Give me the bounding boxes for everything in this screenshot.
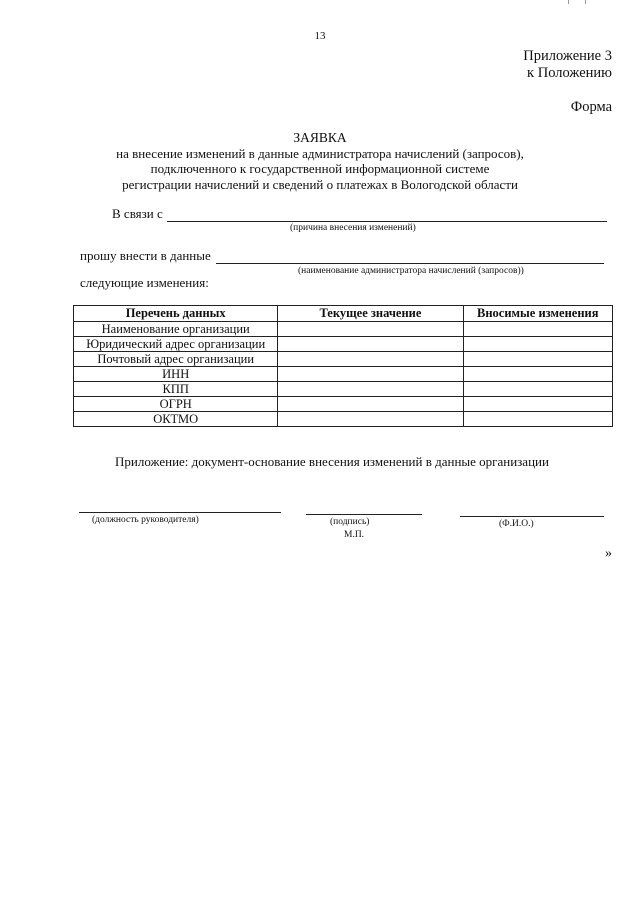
changes-table (73, 305, 613, 427)
table-row (74, 322, 613, 337)
signature-hint: (подпись) (330, 517, 370, 527)
stamp-label: М.П. (344, 530, 365, 540)
current-value-cell[interactable] (278, 412, 463, 427)
current-value-cell[interactable] (278, 397, 463, 412)
row-label: Наименование организации (74, 322, 278, 337)
table-row (74, 367, 613, 382)
attachment-note: Приложение: документ-основание внесения изменений в данные организации (115, 454, 549, 469)
reason-label: В связи с (112, 206, 163, 221)
current-value-cell[interactable] (278, 367, 463, 382)
position-hint: (должность руководителя) (92, 515, 199, 525)
name-hint: (Ф.И.О.) (499, 519, 534, 529)
new-value-cell[interactable] (463, 367, 613, 382)
new-value-cell[interactable] (463, 382, 613, 397)
current-value-cell[interactable] (278, 337, 463, 352)
reason-line[interactable] (167, 221, 607, 222)
row-label: ОГРН (74, 397, 278, 412)
new-value-cell[interactable] (463, 397, 613, 412)
row-label: КПП (74, 382, 278, 397)
page-number: 13 (314, 30, 326, 42)
name-line[interactable] (460, 516, 604, 517)
title-heading: ЗАЯВКА (293, 130, 347, 145)
signature-line[interactable] (306, 514, 422, 515)
title-line-1: на внесение изменений в данные администратора начислений (запросов), (116, 145, 524, 161)
table-row (74, 397, 613, 412)
admin-hint: (наименование администратора начислений (запросов)) (298, 266, 524, 276)
header-new-value: Вносимые изменения (463, 306, 613, 322)
header-current-value: Текущее значение (278, 306, 463, 322)
changes-label: следующие изменения: (80, 275, 209, 290)
row-label: Юридический адрес организации (74, 337, 278, 352)
closing-quote: » (605, 546, 612, 561)
appendix-line-1: Приложение 3 (523, 48, 612, 64)
current-value-cell[interactable] (278, 382, 463, 397)
header-data-list: Перечень данных (74, 306, 278, 322)
admin-name-line[interactable] (216, 263, 604, 264)
table-row (74, 412, 613, 427)
current-value-cell[interactable] (278, 352, 463, 367)
new-value-cell[interactable] (463, 412, 613, 427)
row-label: Почтовый адрес организации (74, 352, 278, 367)
request-label: прошу внести в данные (80, 248, 211, 263)
title-line-3: регистрации начислений и сведений о платежах в Вологодской области (122, 176, 518, 192)
current-value-cell[interactable] (278, 322, 463, 337)
table-header-row (74, 306, 613, 322)
title-line-2: подключенного к государственной информационной системе (150, 161, 490, 176)
appendix-line-2: к Положению (527, 65, 612, 81)
reason-hint: (причина внесения изменений) (290, 223, 416, 233)
new-value-cell[interactable] (463, 337, 613, 352)
page-corner-mark (568, 0, 586, 4)
position-line[interactable] (79, 512, 281, 513)
new-value-cell[interactable] (463, 322, 613, 337)
document-title (0, 130, 640, 192)
appendix-reference (523, 48, 612, 82)
table-row (74, 352, 613, 367)
table-row (74, 382, 613, 397)
new-value-cell[interactable] (463, 352, 613, 367)
form-label: Форма (570, 99, 612, 115)
row-label: ИНН (74, 367, 278, 382)
row-label: ОКТМО (74, 412, 278, 427)
table-row (74, 337, 613, 352)
